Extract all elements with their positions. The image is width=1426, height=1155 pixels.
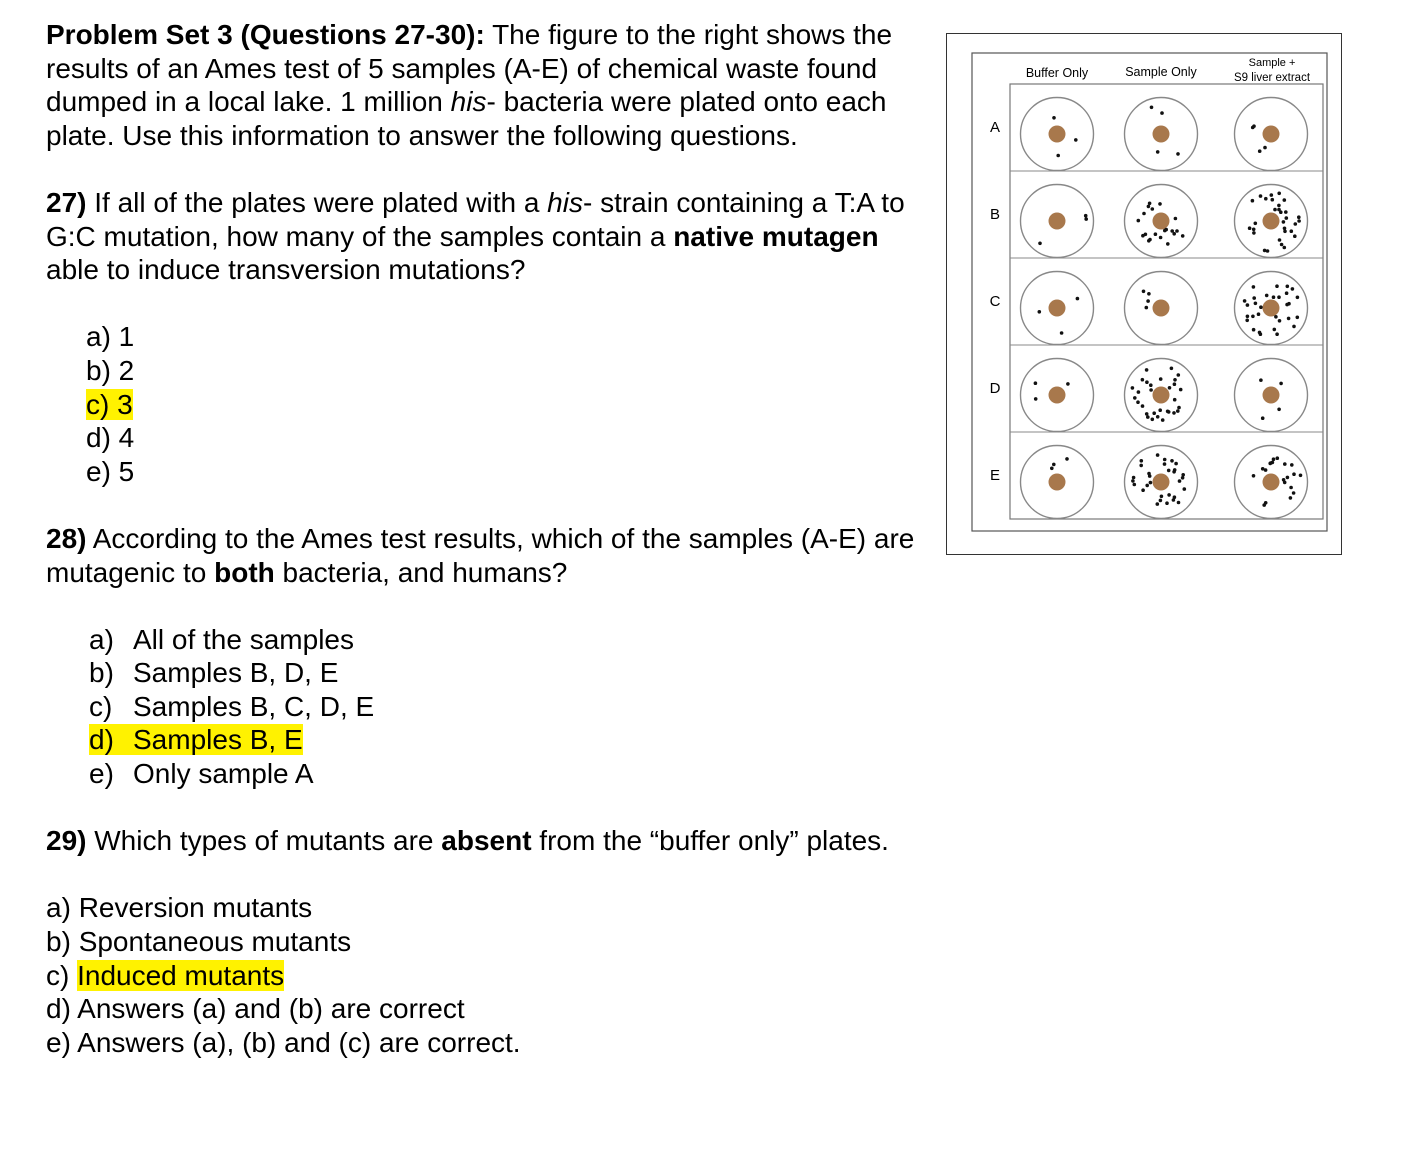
q29-option-c[interactable]: c) Induced mutants — [46, 959, 285, 991]
revertant-colony — [1252, 228, 1256, 232]
revertant-colony — [1145, 306, 1149, 310]
plates-layer — [990, 84, 1323, 519]
revertant-colony — [1284, 210, 1288, 214]
chemical-disk — [1153, 387, 1170, 404]
revertant-colony — [1147, 292, 1151, 296]
revertant-colony — [1159, 236, 1163, 240]
revertant-colony — [1254, 302, 1258, 306]
revertant-colony — [1158, 408, 1162, 412]
revertant-colony — [1149, 481, 1153, 485]
chemical-disk — [1049, 474, 1066, 491]
revertant-colony — [1156, 415, 1160, 419]
revertant-colony — [1172, 411, 1176, 415]
revertant-colony — [1278, 319, 1282, 323]
revertant-colony — [1056, 154, 1060, 158]
revertant-colony — [1265, 294, 1269, 298]
revertant-colony — [1167, 469, 1171, 473]
revertant-colony — [1166, 242, 1170, 246]
revertant-colony — [1159, 499, 1163, 503]
revertant-colony — [1173, 468, 1177, 472]
problem-intro: Problem Set 3 (Questions 27-30): The figure to the right shows the results of an Ames test of 5 samples (A-E) of chemical waste found dumped in a local lake. 1 million his- bacteria were plated onto each plate. Use this information to answer the following questions. — [46, 19, 893, 151]
revertant-colony — [1156, 502, 1160, 506]
revertant-colony — [1246, 315, 1250, 319]
revertant-colony — [1146, 415, 1150, 419]
revertant-colony — [1293, 234, 1297, 238]
revertant-colony — [1163, 462, 1167, 466]
plate-d-0 — [1021, 359, 1094, 432]
revertant-colony — [1277, 408, 1281, 412]
revertant-colony — [1275, 284, 1279, 288]
plate-b-2 — [1235, 185, 1308, 258]
revertant-colony — [1289, 486, 1293, 490]
revertant-colony — [1290, 229, 1294, 233]
revertant-colony — [1280, 243, 1284, 247]
q27-option-e[interactable]: e) 5 — [86, 455, 135, 487]
revertant-colony — [1254, 222, 1258, 226]
revertant-colony — [1154, 232, 1158, 236]
revertant-colony — [1167, 410, 1171, 414]
revertant-colony — [1252, 124, 1256, 128]
plate-c-1 — [1125, 272, 1198, 345]
revertant-colony — [1133, 396, 1137, 400]
revertant-colony — [1248, 226, 1252, 230]
plate-d-1 — [1125, 359, 1198, 432]
q28-option-d[interactable] — [89, 723, 926, 757]
question-28: 28) According to the Ames test results, which of the samples (A-E) are mutagenic to both bacteria, and humans? — [46, 522, 915, 588]
revertant-colony — [1173, 398, 1177, 402]
revertant-colony — [1147, 239, 1151, 243]
question-29: 29) Which types of mutants are absent from the “buffer only” plates. — [46, 825, 889, 857]
revertant-colony — [1251, 315, 1255, 319]
revertant-colony — [1252, 285, 1256, 289]
chemical-disk — [1153, 126, 1170, 143]
ames-test-figure — [946, 33, 1342, 555]
revertant-colony — [1251, 199, 1255, 203]
revertant-colony — [1175, 229, 1179, 233]
ames-plate-grid — [947, 34, 1343, 556]
revertant-colony — [1261, 467, 1265, 471]
highlighted-answer: c) 3 — [86, 388, 133, 420]
revertant-colony — [1272, 457, 1276, 461]
revertant-colony — [1139, 464, 1143, 468]
plate-b-1 — [1125, 185, 1198, 258]
revertant-colony — [1292, 472, 1296, 476]
revertant-colony — [1252, 231, 1256, 235]
revertant-colony — [1137, 390, 1141, 394]
revertant-colony — [1178, 479, 1182, 483]
revertant-colony — [1243, 299, 1247, 303]
highlighted-answer: Induced mutants — [77, 959, 285, 991]
revertant-colony — [1142, 290, 1146, 294]
revertant-colony — [1148, 202, 1152, 206]
revertant-colony — [1277, 192, 1281, 196]
revertant-colony — [1291, 287, 1295, 291]
revertant-colony — [1159, 377, 1163, 381]
chemical-disk — [1049, 300, 1066, 317]
revertant-colony — [1273, 208, 1277, 212]
row-label-e: E — [989, 467, 1001, 484]
chemical-disk — [1263, 213, 1280, 230]
q28-option-e[interactable]: e) Only sample A — [89, 758, 314, 790]
revertant-colony — [1156, 150, 1160, 154]
plate-c-0 — [1021, 272, 1094, 345]
revertant-colony — [1176, 409, 1180, 413]
revertant-colony — [1270, 193, 1274, 197]
revertant-colony — [1163, 458, 1167, 462]
revertant-colony — [1272, 295, 1276, 299]
revertant-colony — [1177, 406, 1181, 410]
revertant-colony — [1034, 397, 1038, 401]
chemical-disk — [1153, 474, 1170, 491]
chemical-disk — [1263, 126, 1280, 143]
revertant-colony — [1181, 473, 1185, 477]
revertant-colony — [1257, 312, 1261, 316]
revertant-colony — [1269, 461, 1273, 465]
revertant-colony — [1074, 138, 1078, 142]
revertant-colony — [1168, 386, 1172, 390]
row-label-c: C — [989, 293, 1001, 310]
revertant-colony — [1131, 386, 1135, 390]
row-label-b: B — [989, 206, 1001, 223]
plate-a-1 — [1125, 98, 1198, 171]
revertant-colony — [1145, 412, 1149, 416]
chemical-disk — [1263, 387, 1280, 404]
plate-e-0 — [1021, 446, 1094, 519]
plate-a-0 — [1021, 98, 1094, 171]
revertant-colony — [1264, 501, 1268, 505]
chemical-disk — [1049, 387, 1066, 404]
revertant-colony — [1259, 378, 1263, 382]
revertant-colony — [1289, 496, 1293, 500]
revertant-colony — [1151, 207, 1155, 211]
revertant-colony — [1076, 297, 1080, 301]
problem-text-column — [46, 18, 926, 1059]
revertant-colony — [1274, 315, 1278, 319]
revertant-colony — [1283, 227, 1287, 231]
revertant-colony — [1145, 484, 1149, 488]
revertant-colony — [1287, 302, 1291, 306]
chemical-disk — [1049, 126, 1066, 143]
revertant-colony — [1149, 388, 1153, 392]
revertant-colony — [1038, 242, 1042, 246]
revertant-colony — [1173, 382, 1177, 386]
revertant-colony — [1297, 215, 1301, 219]
q29-option-a[interactable]: a) Reversion mutants — [46, 892, 313, 924]
column-header-sample-only: Sample Only — [1125, 65, 1197, 79]
revertant-colony — [1177, 373, 1181, 377]
chemical-disk — [1049, 213, 1066, 230]
revertant-colony — [1252, 296, 1256, 300]
revertant-colony — [1252, 328, 1256, 332]
revertant-colony — [1174, 462, 1178, 466]
revertant-colony — [1261, 416, 1265, 420]
revertant-colony — [1050, 467, 1054, 471]
revertant-colony — [1145, 380, 1149, 384]
revertant-colony — [1258, 149, 1262, 153]
revertant-colony — [1146, 299, 1150, 303]
revertant-colony — [1285, 291, 1289, 295]
revertant-colony — [1283, 246, 1287, 250]
plate-d-2 — [1235, 359, 1308, 432]
column-header-s9-extract: S9 liver extract — [1233, 72, 1311, 84]
revertant-colony — [1290, 463, 1294, 467]
revertant-colony — [1245, 319, 1249, 323]
revertant-colony — [1266, 249, 1270, 253]
revertant-colony — [1176, 152, 1180, 156]
revertant-colony — [1297, 219, 1301, 223]
revertant-colony — [1170, 229, 1174, 233]
revertant-colony — [1271, 198, 1275, 202]
revertant-colony — [1141, 378, 1145, 382]
revertant-colony — [1158, 202, 1162, 206]
q28-option-a[interactable]: a) All of the samples — [89, 623, 354, 655]
revertant-colony — [1152, 411, 1156, 415]
revertant-colony — [1136, 400, 1140, 404]
revertant-colony — [1034, 381, 1038, 385]
revertant-colony — [1141, 488, 1145, 492]
revertant-colony — [1292, 325, 1296, 329]
plate-b-0 — [1021, 185, 1094, 258]
revertant-colony — [1150, 106, 1154, 110]
revertant-colony — [1144, 233, 1148, 237]
revertant-colony — [1275, 332, 1279, 336]
revertant-colony — [1296, 296, 1300, 300]
revertant-colony — [1038, 310, 1042, 314]
q27-options — [86, 320, 926, 488]
revertant-colony — [1147, 472, 1151, 476]
revertant-colony — [1141, 404, 1145, 408]
revertant-colony — [1173, 378, 1177, 382]
q29-options — [46, 891, 926, 1059]
revertant-colony — [1170, 367, 1174, 371]
revertant-colony — [1181, 234, 1185, 238]
revertant-colony — [1177, 501, 1181, 505]
revertant-colony — [1286, 285, 1290, 289]
revertant-colony — [1160, 111, 1164, 115]
revertant-colony — [1283, 230, 1287, 234]
revertant-colony — [1259, 332, 1263, 336]
q27-option-d[interactable]: d) 4 — [86, 422, 135, 454]
highlighted-answer: d) Samples B, E — [89, 724, 303, 756]
revertant-colony — [1286, 476, 1290, 480]
revertant-colony — [1165, 501, 1169, 505]
revertant-colony — [1285, 216, 1289, 220]
revertant-colony — [1164, 228, 1168, 232]
q29-option-e[interactable]: e) Answers (a), (b) and (c) are correct. — [46, 1026, 521, 1058]
q27-option-b[interactable]: b) 2 — [86, 354, 135, 386]
plate-c-2 — [1235, 272, 1308, 345]
revertant-colony — [1133, 483, 1137, 487]
revertant-colony — [1263, 146, 1267, 150]
q29-option-d[interactable]: d) Answers (a) and (b) are correct — [46, 993, 465, 1025]
revertant-colony — [1264, 197, 1268, 201]
chemical-disk — [1153, 300, 1170, 317]
revertant-colony — [1140, 459, 1144, 463]
revertant-colony — [1296, 316, 1300, 320]
problem-set-label: Problem Set 3 (Questions 27-30): — [46, 19, 485, 50]
revertant-colony — [1151, 418, 1155, 422]
q27-option-c[interactable] — [86, 388, 926, 422]
row-label-a: A — [989, 119, 1001, 136]
row-label-d: D — [989, 380, 1001, 397]
revertant-colony — [1277, 204, 1281, 208]
revertant-colony — [1170, 459, 1174, 463]
chemical-disk — [1263, 474, 1280, 491]
revertant-colony — [1283, 462, 1287, 466]
revertant-colony — [1147, 205, 1151, 209]
revertant-colony — [1052, 116, 1056, 120]
chemical-disk — [1263, 300, 1280, 317]
revertant-colony — [1279, 210, 1283, 214]
revertant-colony — [1179, 388, 1183, 392]
revertant-colony — [1060, 331, 1064, 335]
revertant-colony — [1065, 457, 1069, 461]
q28-options — [89, 623, 926, 791]
revertant-colony — [1183, 487, 1187, 491]
revertant-colony — [1181, 476, 1185, 480]
revertant-colony — [1084, 214, 1088, 218]
question-27: 27) If all of the plates were plated with a his- strain containing a T:A to G:C mutation, how many of the samples contain a native mutagen able to induce transversion mutations? — [46, 186, 905, 286]
revertant-colony — [1156, 453, 1160, 457]
revertant-colony — [1132, 476, 1136, 480]
revertant-colony — [1167, 493, 1171, 497]
revertant-colony — [1160, 495, 1164, 499]
revertant-colony — [1277, 295, 1281, 299]
plate-e-1 — [1125, 446, 1198, 519]
revertant-colony — [1276, 456, 1280, 460]
column-header-sample-plus: Sample + — [1248, 57, 1296, 69]
q29-option-b[interactable]: b) Spontaneous mutants — [46, 926, 352, 958]
plate-a-2 — [1235, 98, 1308, 171]
revertant-colony — [1066, 382, 1070, 386]
revertant-colony — [1252, 474, 1256, 478]
revertant-colony — [1292, 491, 1296, 495]
revertant-colony — [1287, 317, 1291, 321]
revertant-colony — [1283, 198, 1287, 202]
revertant-colony — [1131, 479, 1135, 483]
revertant-colony — [1294, 222, 1298, 226]
revertant-colony — [1052, 463, 1056, 467]
revertant-colony — [1246, 303, 1250, 307]
revertant-colony — [1161, 418, 1165, 422]
plate-e-2 — [1235, 446, 1308, 519]
revertant-colony — [1174, 217, 1178, 221]
revertant-colony — [1282, 220, 1286, 224]
revertant-colony — [1259, 194, 1263, 198]
revertant-colony — [1172, 498, 1176, 502]
revertant-colony — [1084, 217, 1088, 221]
revertant-colony — [1259, 305, 1263, 309]
revertant-colony — [1145, 368, 1149, 372]
revertant-colony — [1142, 212, 1146, 216]
revertant-colony — [1273, 328, 1277, 332]
revertant-colony — [1137, 219, 1141, 223]
revertant-colony — [1149, 383, 1153, 387]
q28-option-b[interactable]: b) Samples B, D, E — [89, 657, 339, 689]
revertant-colony — [1279, 382, 1283, 386]
q28-option-c[interactable]: c) Samples B, C, D, E — [89, 690, 375, 722]
revertant-colony — [1299, 474, 1303, 478]
q27-option-a[interactable]: a) 1 — [86, 321, 135, 353]
column-header-buffer-only: Buffer Only — [1025, 66, 1089, 80]
revertant-colony — [1278, 238, 1282, 242]
revertant-colony — [1282, 478, 1286, 482]
chemical-disk — [1153, 213, 1170, 230]
